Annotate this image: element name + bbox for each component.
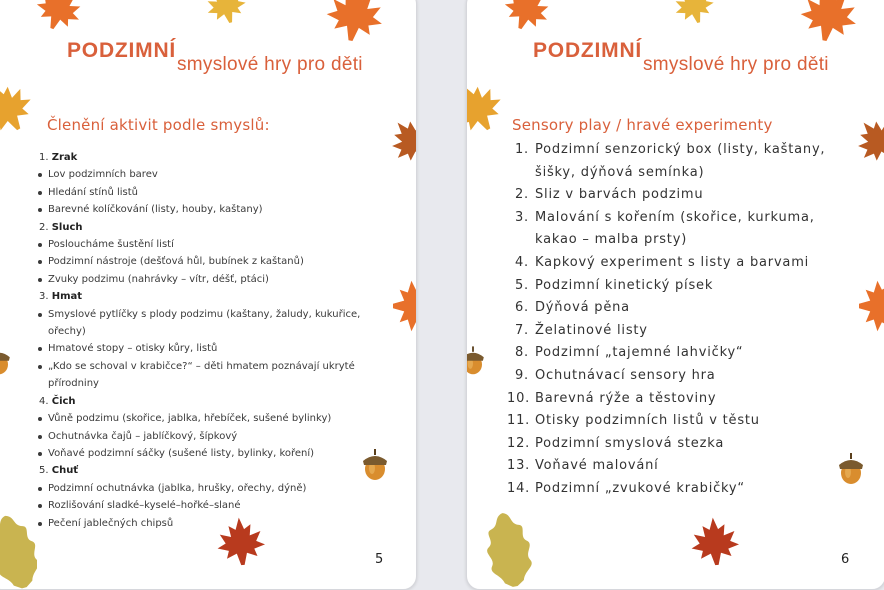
list-item: Pečení jablečných chipsů (35, 515, 370, 532)
oak-leaf-icon (0, 513, 37, 589)
oak-leaf-icon (485, 511, 533, 589)
list-item: 12. Podzimní smyslová stezka (507, 435, 725, 451)
list-item: 11. Otisky podzimních listů v těstu (507, 413, 760, 429)
page-left (0, 0, 417, 590)
list-item: 1. Podzimní senzorický box (listy, kaštany, šišky, dýňová semínka) (514, 142, 826, 180)
acorn-icon (831, 443, 871, 487)
list-item: 8. Podzimní „tajemné lahvičky“ (514, 345, 744, 361)
maple-leaf-icon (201, 0, 251, 31)
list-item: 5. Podzimní kinetický písek (514, 277, 714, 293)
section-heading: Sensory play / hravé experimenty (512, 116, 773, 134)
acorn-icon (467, 337, 491, 377)
list-item: 4. Kapkový experiment s listy a barvami (514, 254, 810, 270)
title-subtitle: smyslové hry pro děti (643, 54, 829, 75)
maple-leaf-icon (0, 79, 39, 139)
title-subtitle: smyslové hry pro děti (177, 54, 363, 75)
list-item: Ochutnávka čajů – jablíčkový, šípkový (35, 428, 370, 445)
maple-leaf-icon (497, 0, 557, 41)
list-item: Zvuky podzimu (nahrávky – vítr, déšť, ptáci) (35, 271, 370, 288)
list-item: 14. Podzimní „zvukové krabičky“ (507, 480, 745, 496)
list-item: 3. Malování s kořením (skořice, kurkuma, kakao – malba prsty) (514, 209, 815, 248)
maple-leaf-icon (669, 0, 719, 31)
maple-leaf-icon (319, 0, 389, 51)
list-item: 13. Voňavé malování (507, 458, 659, 474)
maple-leaf-icon (389, 111, 417, 171)
category-touch: 3. Hmat Smyslové pytlíčky s plody podzimu (kaštany, žaludy, kukuřice, ořechy) Hmatové stopy – otisky kůry, listů „Kdo se schoval v krabičce?“ – děti hmatem poznávají ukryté přírodniny (35, 288, 370, 392)
senses-list (35, 149, 370, 532)
list-item: Smyslové pytlíčky s plody podzimu (kaštany, žaludy, kukuřice, ořechy) (35, 306, 370, 341)
page-right (466, 0, 884, 590)
maple-leaf-icon (793, 0, 863, 51)
maple-leaf-icon (859, 276, 884, 336)
category-smell: 4. Čich Vůně podzimu (skořice, jablka, hřebíček, sušené bylinky) Ochutnávka čajů – jablíčkový, šípkový Voňavé podzimní sáčky (sušené listy, bylinky, koření) (35, 393, 370, 463)
list-item: Rozlišování sladké–kyselé–hořké–slané (35, 497, 370, 514)
list-item: Voňavé podzimní sáčky (sušené listy, bylinky, koření) (35, 445, 370, 462)
list-item: Vůně podzimu (skořice, jablka, hřebíček, sušené bylinky) (35, 410, 370, 427)
category-taste: 5. Chuť Podzimní ochutnávka (jablka, hrušky, ořechy, dýně) Rozlišování sladké–kyselé–hořké–slané Pečení jablečných chipsů (35, 462, 370, 532)
list-item: Podzimní nástroje (dešťová hůl, bubínek z kaštanů) (35, 253, 370, 270)
experiments-list (507, 139, 847, 501)
title-bold: PODZIMNÍ (67, 39, 177, 62)
list-item: Posloucháme šustění listí (35, 236, 370, 253)
category-sight: 1. Zrak Lov podzimních barev Hledání stínů listů Barevné kolíčkování (listy, houby, kaštany) (35, 149, 370, 219)
acorn-icon (355, 439, 395, 483)
section-heading: Členění aktivit podle smyslů: (47, 116, 270, 134)
maple-leaf-icon (685, 517, 745, 569)
list-item: 6. Dýňová pěna (514, 300, 630, 316)
list-item: Barevné kolíčkování (listy, houby, kaštany) (35, 201, 370, 218)
maple-leaf-icon (855, 111, 884, 171)
acorn-icon (0, 337, 19, 377)
list-item: 7. Želatinové listy (514, 322, 648, 338)
list-item: Hledání stínů listů (35, 184, 370, 201)
list-item: 10. Barevná rýže a těstoviny (507, 390, 717, 406)
list-item: Podzimní ochutnávka (jablka, hrušky, ořechy, dýně) (35, 480, 370, 497)
maple-leaf-icon (393, 276, 417, 336)
category-hearing: 2. Sluch Posloucháme šustění listí Podzimní nástroje (dešťová hůl, bubínek z kaštanů) Zvuky podzimu (nahrávky – vítr, déšť, ptáci) (35, 219, 370, 289)
maple-leaf-icon (29, 0, 89, 41)
list-item: 9. Ochutnávací sensory hra (514, 367, 716, 383)
title-bold: PODZIMNÍ (533, 39, 643, 62)
list-item: Lov podzimních barev (35, 166, 370, 183)
maple-leaf-icon (211, 517, 271, 569)
list-item: Hmatové stopy – otisky kůry, listů (35, 340, 370, 357)
page-number: 5 (375, 552, 384, 567)
maple-leaf-icon (467, 79, 507, 139)
list-item: 2. Sliz v barvách podzimu (514, 187, 704, 203)
page-number: 6 (841, 552, 850, 567)
list-item: „Kdo se schoval v krabičce?“ – děti hmatem poznávají ukryté přírodniny (35, 358, 370, 393)
